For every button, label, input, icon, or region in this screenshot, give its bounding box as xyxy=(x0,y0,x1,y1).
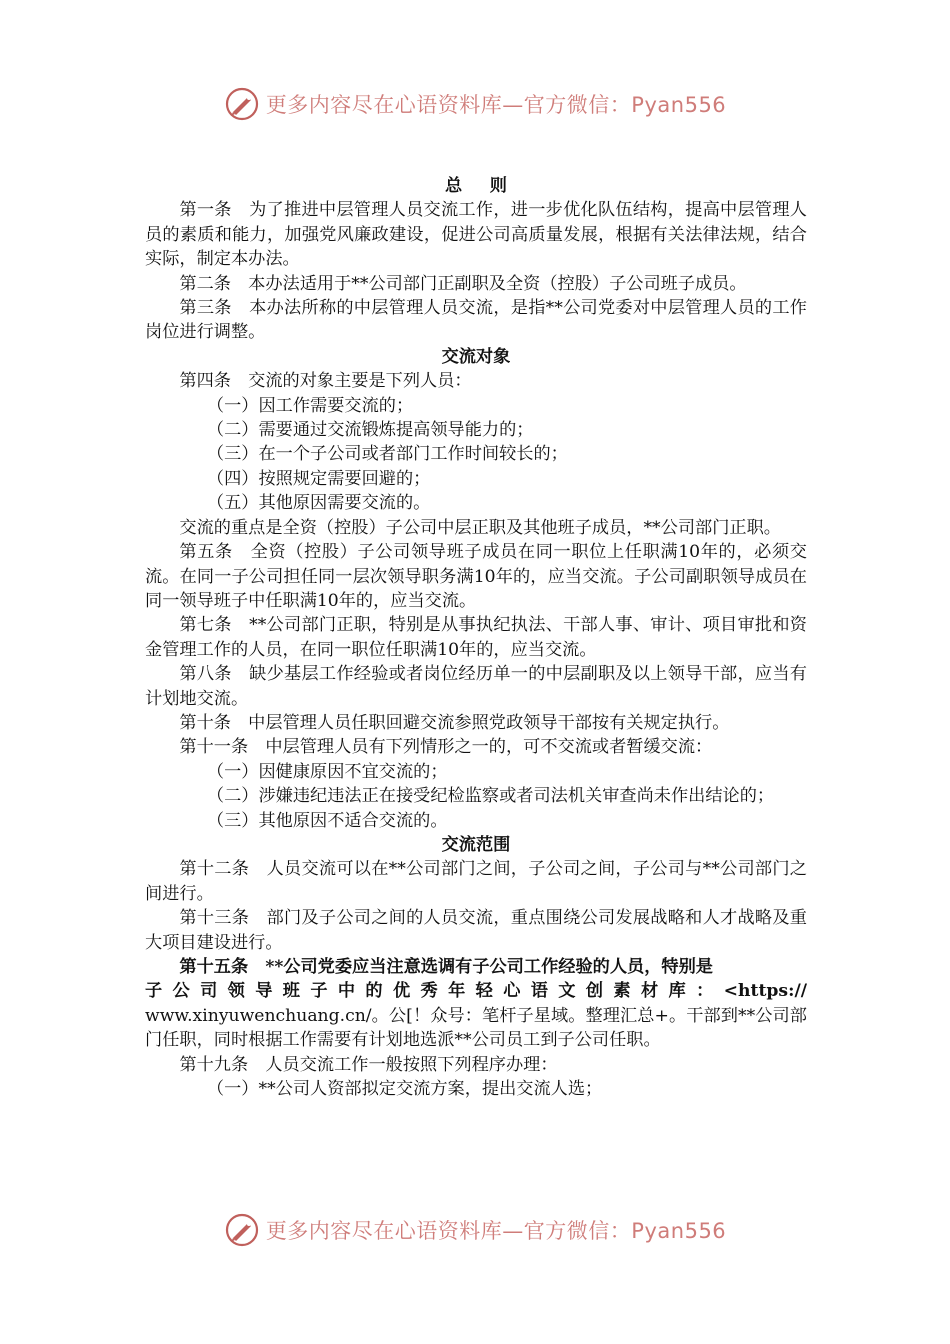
article-13: 第十三条 部门及子公司之间的人员交流，重点围绕公司发展战略和人才战略及重大项目建设进行。 xyxy=(145,908,807,953)
list-item: （一）**公司人资部拟定交流方案，提出交流人选； xyxy=(206,1079,603,1100)
footer-watermark-banner xyxy=(0,1210,950,1250)
article-3: 第三条 本办法所称的中层管理人员交流，是指**公司党委对中层管理人员的工作岗位进行调整。 xyxy=(145,298,807,343)
list-item: （一）因健康原因不宜交流的； xyxy=(206,761,448,782)
article-4: 第四条 交流的对象主要是下列人员： xyxy=(179,371,472,392)
article-19: 第十九条 人员交流工作一般按照下列程序办理： xyxy=(179,1054,558,1075)
article-11: 第十一条 中层管理人员有下列情形之一的，可不交流或者暂缓交流： xyxy=(179,737,713,758)
list-item: （二）涉嫌违纪违法正在接受纪检监察或者司法机关审查尚未作出结论的； xyxy=(206,786,775,807)
article-15-rest: www.xinyuwenchuang.cn/。公[！众号：笔杆子星域。整理汇总+。干部到**公司部门任职，同时根据工作需要有计划地选派**公司员工到子公司任职。 xyxy=(145,1005,807,1051)
section-title-exchange-scope: 交流范围 xyxy=(441,834,511,855)
article-15-line-1: 第十五条 **公司党委应当注意选调有子公司工作经验的人员，特别是 xyxy=(179,957,713,977)
article-5: 第五条 全资（控股）子公司领导班子成员在同一职位上任职满10年的，必须交流。在同一子公司担任同一层次领导职务满10年的，应当交流。子公司副职领导成员在同一领导班子中任职满10年的，应当交流。 xyxy=(145,542,807,611)
section-title-exchange-targets: 交流对象 xyxy=(441,346,511,367)
list-item: （四）按照规定需要回避的； xyxy=(206,468,431,489)
article-15-line-2: 子公司领导班子中的优秀年轻心语文创素材库：<https:// xyxy=(145,981,807,1002)
article-2: 第二条 本办法适用于**公司部门正副职及全资（控股）子公司班子成员。 xyxy=(179,273,747,294)
article-12: 第十二条 人员交流可以在**公司部门之间，子公司之间，子公司与**公司部门之间进行。 xyxy=(145,859,807,904)
list-item: （二）需要通过交流锻炼提高领导能力的； xyxy=(206,420,534,441)
article-10: 第十条 中层管理人员任职回避交流参照党政领导干部按有关规定执行。 xyxy=(179,712,730,733)
exchange-focus-paragraph: 交流的重点是全资（控股）子公司中层正职及其他班子成员，**公司部门正职。 xyxy=(179,517,781,538)
pen-nib-logo-icon xyxy=(224,1212,260,1248)
watermark-text: 更多内容尽在心语资料库—官方微信：Pyan556 xyxy=(265,1219,727,1243)
list-item: （一）因工作需要交流的； xyxy=(206,395,414,416)
article-1: 第一条 为了推进中层管理人员交流工作，进一步优化队伍结构，提高中层管理人员的素质和能力，加强党风廉政建设，促进公司高质量发展，根据有关法律法规，结合实际，制定本办法。 xyxy=(145,200,807,270)
watermark-text: 更多内容尽在心语资料库—官方微信：Pyan556 xyxy=(265,93,727,117)
list-item: （三）其他原因不适合交流的。 xyxy=(206,810,448,831)
list-item: （三）在一个子公司或者部门工作时间较长的； xyxy=(206,444,568,465)
pen-nib-logo-icon xyxy=(224,86,260,122)
article-8: 第八条 缺少基层工作经验或者岗位经历单一的中层副职及以上领导干部，应当有计划地交流。 xyxy=(145,664,807,709)
article-7: 第七条 **公司部门正职，特别是从事执纪执法、干部人事、审计、项目审批和资金管理工作的人员，在同一职位任职满10年的，应当交流。 xyxy=(145,615,807,660)
header-watermark-banner xyxy=(0,84,950,124)
list-item: （五）其他原因需要交流的。 xyxy=(206,493,431,514)
document-body xyxy=(145,170,807,1101)
section-title-general: 总则 xyxy=(445,176,535,196)
